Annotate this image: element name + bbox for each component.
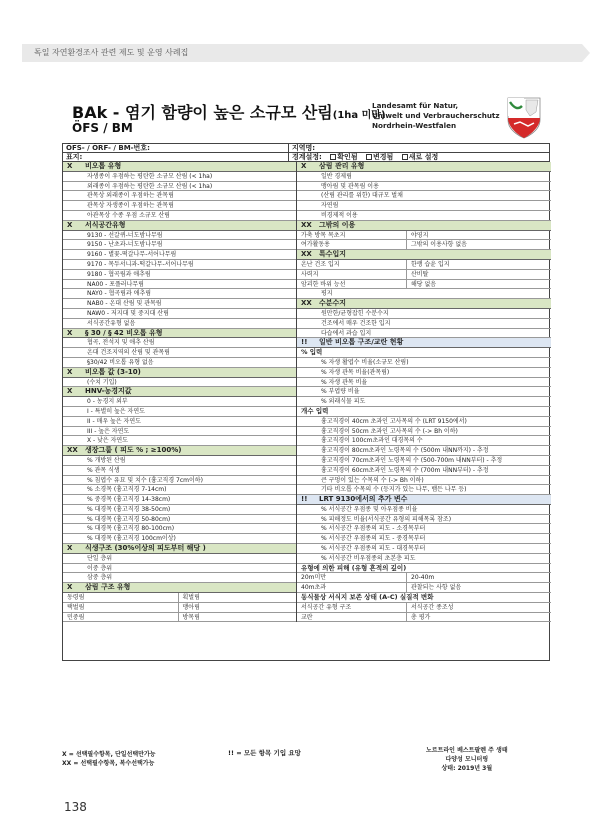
option-label: 원만한/균형잡힌 수분수지 bbox=[321, 309, 389, 317]
subsection-label bbox=[297, 407, 551, 417]
section-header bbox=[63, 221, 296, 231]
option-label: % 자생 관목 비율 bbox=[321, 378, 368, 386]
form-option[interactable]: 맹아림 bbox=[182, 603, 200, 611]
form-option[interactable] bbox=[63, 172, 296, 182]
option-label: % 부엽량 비율 bbox=[321, 388, 360, 396]
form-option[interactable] bbox=[63, 524, 296, 534]
option-label: 이중 층위 bbox=[87, 564, 113, 572]
form-option[interactable]: 가축 방목 목초지 bbox=[297, 231, 407, 240]
section-label: 수분수지 bbox=[319, 299, 347, 308]
section-marker: X bbox=[67, 583, 73, 592]
option-label: 큰 구멍이 있는 수목의 수 (-> Bh 이하) bbox=[321, 476, 424, 484]
subsection-label bbox=[297, 593, 551, 603]
form-option[interactable]: 서식공간 종조성 bbox=[411, 603, 454, 611]
section-header bbox=[63, 544, 296, 554]
option-label: NAB0 - 온대 산림 및 관목림 bbox=[87, 300, 162, 308]
agency-line: Nordrhein-Westfalen bbox=[372, 121, 457, 130]
option-label: §30/42 비오톱 유형 없음 bbox=[87, 358, 154, 366]
option-label: % 대경목 (흉고직경 100cm이상) bbox=[87, 535, 176, 543]
option-label: NA00 - 포플러나무림 bbox=[87, 280, 144, 288]
section-label: § 30 / § 42 비오톱 유형 bbox=[85, 328, 163, 337]
form-option[interactable]: 암괴한 바위 능선 bbox=[297, 280, 407, 289]
section-header bbox=[63, 368, 296, 378]
option-label: 0 - 농경지 외부 bbox=[87, 398, 128, 406]
form-option[interactable]: 민중림 bbox=[63, 613, 179, 622]
option-label: 온대 건조지역의 산림 및 관목림 bbox=[87, 349, 170, 357]
form-option[interactable]: 동령림 bbox=[63, 593, 179, 602]
option-label: % 서식공간 우점종의 피도 - 대경목부터 bbox=[321, 545, 426, 553]
page-number: 138 bbox=[64, 800, 87, 814]
form-option[interactable] bbox=[297, 329, 551, 339]
option-label: % 대경목 (흉고직경 50-80cm) bbox=[87, 515, 171, 523]
option-label: I - 특별히 높은 자연도 bbox=[87, 407, 145, 415]
form-option[interactable] bbox=[63, 515, 296, 525]
changed-checkbox[interactable] bbox=[366, 154, 372, 160]
form-option[interactable] bbox=[63, 573, 296, 583]
form-option[interactable]: 그밖의 이용사항 없음 bbox=[411, 241, 467, 249]
option-label: 흉고직경이 40cm 초과인 고사목의 수 (LRT 9150에서) bbox=[321, 417, 467, 425]
option-label: % 대경목 (흉고직경 38-50cm) bbox=[87, 505, 171, 513]
subsection-label bbox=[297, 348, 551, 358]
form-row bbox=[297, 270, 551, 280]
option-label: 자생종이 우점하는 평탄한 소규모 산림 (< 1ha) bbox=[87, 172, 213, 180]
form-option[interactable] bbox=[63, 280, 296, 290]
option-label: 삼중 층위 bbox=[87, 574, 113, 582]
section-label: 생장그룹 ( 피도 % ; ≥100%) bbox=[85, 446, 182, 455]
form-option[interactable] bbox=[63, 554, 296, 564]
section-marker: X bbox=[67, 387, 73, 396]
form-option[interactable] bbox=[63, 417, 296, 427]
form-option[interactable] bbox=[63, 456, 296, 466]
option-label: 흉고직경이 50cm 초과인 고사목의 수 (-> Bh 이하) bbox=[321, 427, 458, 435]
form-option[interactable]: 관찰되는 사항 없음 bbox=[411, 584, 462, 592]
form-id-label: ÖFS- / ÖRF- / BM-번호: bbox=[63, 144, 289, 152]
form-option[interactable] bbox=[297, 515, 551, 525]
region-name-label: 지역명: bbox=[292, 144, 316, 152]
form-row bbox=[297, 603, 551, 613]
form-option[interactable] bbox=[297, 191, 551, 201]
form-subtitle: ÖFS / BM bbox=[72, 121, 133, 135]
form-option[interactable] bbox=[297, 544, 551, 554]
option-label: 흉고직경이 80cm초과인 노령목의 수 (500m 내NN까지) - 추정 bbox=[321, 447, 489, 455]
option-label: 평지 bbox=[321, 290, 333, 298]
section-header bbox=[297, 495, 551, 505]
section-label: 식생구조 (30%이상의 피도부터 해당 ) bbox=[85, 544, 206, 553]
form-option[interactable] bbox=[63, 240, 296, 250]
form-row bbox=[63, 603, 296, 613]
option-label: 일반 경제림 bbox=[321, 172, 352, 180]
form-option[interactable] bbox=[297, 524, 551, 534]
section-marker: X bbox=[67, 328, 73, 337]
form-option[interactable] bbox=[297, 309, 551, 319]
form-option[interactable]: 획벌림 bbox=[182, 594, 200, 602]
section-header bbox=[63, 583, 296, 593]
form-option[interactable]: 사력지 bbox=[297, 270, 407, 279]
form-option[interactable] bbox=[63, 476, 296, 486]
option-label: 관목상 자생종이 우점하는 관목림 bbox=[87, 202, 174, 210]
form-option[interactable] bbox=[297, 201, 551, 211]
option-label: % 개방된 산림 bbox=[87, 456, 126, 464]
survey-form bbox=[62, 143, 550, 661]
section-label: 서식공간유형 bbox=[85, 220, 126, 229]
form-option[interactable] bbox=[63, 534, 296, 544]
form-option[interactable] bbox=[297, 417, 551, 427]
option-label: 9180 - 협곡림과 애추림 bbox=[87, 270, 151, 278]
form-option[interactable] bbox=[297, 485, 551, 495]
section-header bbox=[63, 329, 296, 339]
option-label: II - 매우 높은 자연도 bbox=[87, 417, 141, 425]
option-label: NAW0 - 저지대 및 중지대 산림 bbox=[87, 309, 169, 317]
boundary-setting bbox=[289, 153, 438, 161]
option-label: % 소경목 (흉고직경 7-14cm) bbox=[87, 486, 167, 494]
form-option[interactable]: 한랭 습윤 입지 bbox=[411, 260, 450, 268]
section-marker: XX bbox=[301, 250, 312, 259]
form-option[interactable] bbox=[63, 348, 296, 358]
form-option[interactable] bbox=[63, 397, 296, 407]
form-option[interactable] bbox=[297, 182, 551, 192]
form-option[interactable] bbox=[63, 358, 296, 368]
form-option[interactable] bbox=[63, 319, 296, 329]
changed-label: 변경됨 bbox=[373, 153, 394, 161]
section-marker: XX bbox=[67, 446, 78, 455]
form-option[interactable] bbox=[63, 427, 296, 437]
form-row bbox=[63, 593, 296, 603]
option-label: 9160 - 별꽃-떡갈나무-서어나무림 bbox=[87, 251, 177, 259]
form-option[interactable]: 산비탈 bbox=[411, 270, 429, 278]
required-note: !! = 모든 항목 기입 요망 bbox=[228, 749, 301, 757]
section-header bbox=[63, 446, 296, 456]
form-option[interactable] bbox=[297, 476, 551, 486]
option-label: 유형에 의한 피해 (유형 흔적의 깊이) bbox=[301, 563, 407, 572]
form-row bbox=[297, 280, 551, 290]
label-field: 표지: bbox=[63, 153, 289, 161]
form-option[interactable]: 여가활동용 bbox=[297, 240, 407, 249]
section-label: 일반 비오톱 구조/교란 현황 bbox=[319, 338, 404, 347]
section-header bbox=[297, 221, 551, 231]
form-option[interactable]: 방목림 bbox=[182, 613, 200, 621]
status-line: 노르트라인 베스트팔렌 주 생태 bbox=[426, 747, 508, 754]
form-row bbox=[297, 613, 551, 623]
section-marker: X bbox=[67, 367, 73, 376]
form-option[interactable] bbox=[297, 505, 551, 515]
form-option[interactable] bbox=[297, 427, 551, 437]
option-label: % 입력 bbox=[301, 348, 323, 357]
section-label: 삼림 구조 유형 bbox=[85, 583, 131, 592]
section-header bbox=[63, 387, 296, 397]
section-header bbox=[297, 338, 551, 348]
option-label: % 피해정도 비율(서식공간 유형의 피해목록 참조) bbox=[321, 515, 452, 523]
form-label-row bbox=[63, 153, 549, 162]
form-option[interactable] bbox=[297, 446, 551, 456]
status-block bbox=[426, 746, 508, 773]
form-option[interactable] bbox=[63, 270, 296, 280]
form-option[interactable] bbox=[297, 358, 551, 368]
agency-line: Umwelt und Verbraucherschutz bbox=[372, 111, 500, 120]
form-option[interactable] bbox=[297, 172, 551, 182]
form-option[interactable] bbox=[297, 289, 551, 299]
form-option[interactable] bbox=[63, 466, 296, 476]
option-label: 흉고직경이 70cm초과인 노령목의 수 (500-700m 내NN부터) - 추정 bbox=[321, 456, 503, 464]
nrw-coat-of-arms-icon bbox=[506, 96, 542, 140]
form-option[interactable] bbox=[297, 397, 551, 407]
form-row bbox=[297, 583, 551, 593]
form-option[interactable] bbox=[297, 534, 551, 544]
option-label: 자연림 bbox=[321, 202, 339, 210]
section-header bbox=[297, 162, 551, 172]
option-label: % 관목 식생 bbox=[87, 466, 120, 474]
form-option[interactable] bbox=[63, 299, 296, 309]
option-label: 외래종이 우점하는 평탄한 소규모 산림 (< 1ha) bbox=[87, 182, 213, 190]
option-label: 9130 - 선갈퀴-너도밤나무림 bbox=[87, 231, 163, 239]
left-column bbox=[63, 162, 297, 622]
section-marker: X bbox=[67, 220, 73, 229]
form-option[interactable] bbox=[63, 211, 296, 221]
option-label: 건조에서 매우 건조한 입지 bbox=[321, 319, 391, 327]
form-option[interactable] bbox=[63, 378, 296, 388]
form-option[interactable] bbox=[297, 387, 551, 397]
page-header-text: 독일 자연환경조사 관련 제도 및 운영 사례집 bbox=[34, 48, 189, 57]
section-header bbox=[297, 299, 551, 309]
right-column bbox=[297, 162, 551, 622]
section-marker: X bbox=[301, 162, 307, 170]
option-label: 흉고직경이 100cm초과인 대경목의 수 bbox=[321, 437, 423, 445]
form-row bbox=[297, 573, 551, 583]
form-option[interactable] bbox=[63, 260, 296, 270]
option-label: 서식공간유형 없음 bbox=[87, 319, 136, 327]
form-option[interactable] bbox=[297, 368, 551, 378]
form-option[interactable]: 택벌림 bbox=[63, 603, 179, 612]
form-option[interactable] bbox=[63, 182, 296, 192]
form-row bbox=[63, 613, 296, 623]
option-label: 맹아림 및 관목림 이용 bbox=[321, 182, 379, 190]
option-label: 단일 층위 bbox=[87, 554, 113, 562]
form-title-suffix: (1ha 미만) bbox=[332, 110, 386, 121]
form-option[interactable] bbox=[63, 250, 296, 260]
form-option[interactable]: 20-40m bbox=[411, 574, 435, 582]
form-option[interactable] bbox=[63, 231, 296, 241]
section-label: 삼림 관리 유형 bbox=[319, 162, 365, 170]
option-label: 9150 - 난초과-너도밤나무림 bbox=[87, 241, 163, 249]
section-marker: XX bbox=[301, 299, 312, 308]
form-option[interactable]: 야영지 bbox=[411, 231, 429, 239]
option-label: III - 높은 자연도 bbox=[87, 427, 130, 435]
legend bbox=[62, 750, 156, 768]
form-option[interactable]: 20m미만 bbox=[297, 573, 407, 582]
option-label: (수치 기입) bbox=[87, 378, 117, 386]
option-label: X - 낮은 자연도 bbox=[87, 437, 128, 445]
option-label: 기타 비오톱 수목의 수 (등지가 있는 나무, 뱀든 나무 등) bbox=[321, 486, 467, 494]
new-setting-checkbox[interactable] bbox=[402, 154, 408, 160]
section-label: LRT 9130에서의 추가 변수 bbox=[319, 495, 408, 504]
form-title-main: BAk - 염기 함량이 높은 소규모 산림 bbox=[72, 103, 333, 122]
section-marker: X bbox=[67, 162, 73, 170]
form-option[interactable] bbox=[63, 407, 296, 417]
option-label: 아관목상 수종 우점 소규모 산림 bbox=[87, 211, 170, 219]
option-label: 비경제적 이용 bbox=[321, 211, 358, 219]
form-row bbox=[297, 240, 551, 250]
legend-line: X = 선택필수항목, 단일선택만가능 bbox=[62, 751, 156, 758]
form-row bbox=[297, 231, 551, 241]
form-option[interactable]: 40m초과 bbox=[297, 583, 407, 592]
form-option[interactable] bbox=[63, 309, 296, 319]
confirmed-checkbox[interactable] bbox=[330, 154, 336, 160]
form-option[interactable] bbox=[297, 319, 551, 329]
form-option[interactable] bbox=[63, 505, 296, 515]
option-label: % 서식공간 우점종의 피도 - 중경목부터 bbox=[321, 535, 426, 543]
option-label: 동식물상 서식지 보존 상태 (A-C) 실질적 변화 bbox=[301, 593, 434, 602]
form-option[interactable] bbox=[63, 289, 296, 299]
legend-line: XX = 선택필수항목, 복수선택가능 bbox=[62, 760, 155, 767]
page-header bbox=[22, 44, 582, 62]
option-label: % 침엽수 유묘 및 치수 (흉고직경 7cm이하) bbox=[87, 476, 203, 484]
option-label: % 서식공간 우점종 및 아우점종 비율 bbox=[321, 505, 418, 513]
option-label: 개수 입력 bbox=[301, 406, 329, 415]
form-option[interactable] bbox=[63, 564, 296, 574]
section-label: 그밖의 이용 bbox=[319, 220, 356, 229]
new-setting-label: 새로 설정 bbox=[408, 153, 439, 161]
form-option[interactable]: 해당 없음 bbox=[411, 280, 437, 288]
form-option[interactable]: 총 평가 bbox=[411, 613, 431, 621]
form-option[interactable] bbox=[297, 456, 551, 466]
form-option[interactable]: 교란 bbox=[297, 613, 407, 622]
form-option[interactable]: 서식공간 유형 구조 bbox=[297, 603, 407, 612]
form-option[interactable] bbox=[297, 378, 551, 388]
form-option[interactable] bbox=[63, 436, 296, 446]
option-label: % 자생 활엽수 비율(소규모 산림) bbox=[321, 358, 409, 366]
option-label: 다습에서 과습 입지 bbox=[321, 329, 372, 337]
option-label: NAY0 - 협곡림과 애추림 bbox=[87, 290, 152, 298]
confirmed-label: 확인됨 bbox=[337, 153, 358, 161]
option-label: 협곡, 전석지 및 애추 산림 bbox=[87, 339, 155, 347]
form-option[interactable] bbox=[297, 436, 551, 446]
option-label: % 외래식물 피도 bbox=[321, 398, 366, 406]
form-option[interactable] bbox=[63, 201, 296, 211]
section-marker: !! bbox=[301, 338, 308, 347]
form-option[interactable]: 온난 건조 입지 bbox=[297, 260, 407, 269]
form-id-row bbox=[63, 144, 549, 153]
agency-line: Landesamt für Natur, bbox=[372, 101, 459, 110]
form-columns bbox=[63, 162, 549, 622]
option-label: 관목상 외래종이 우점하는 관목림 bbox=[87, 192, 174, 200]
option-label: % 대경목 (흉고직경 80-100cm) bbox=[87, 525, 175, 533]
option-label: % 서식공간 우점종의 피도 - 소경목부터 bbox=[321, 525, 426, 533]
form-option[interactable] bbox=[297, 211, 551, 221]
section-label: 특수입지 bbox=[319, 250, 347, 259]
boundary-setting-label: 경계설정: bbox=[292, 153, 322, 161]
option-label: 흉고직경이 60cm초과인 노령목의 수 (700m 내NN부터) - 추정 bbox=[321, 466, 489, 474]
form-option[interactable] bbox=[63, 495, 296, 505]
header-tab bbox=[582, 44, 590, 62]
form-row bbox=[297, 260, 551, 270]
status-line: 상태: 2019년 3월 bbox=[441, 765, 493, 772]
subsection-label bbox=[297, 564, 551, 574]
form-title bbox=[72, 100, 386, 123]
section-marker: XX bbox=[301, 220, 312, 229]
form-option[interactable] bbox=[63, 191, 296, 201]
form-option[interactable] bbox=[297, 466, 551, 476]
option-label: % 서식공간 비우점종의 초본층 피도 bbox=[321, 554, 416, 562]
option-label: (산림 관리를 위한) 대규모 벌채 bbox=[321, 192, 403, 200]
agency-name bbox=[372, 101, 500, 131]
section-header bbox=[297, 250, 551, 260]
section-label: HNV-농경지값 bbox=[85, 387, 132, 396]
section-label: 비오톱 값 (3-10) bbox=[85, 367, 141, 376]
section-marker: X bbox=[67, 544, 73, 553]
section-header bbox=[63, 162, 296, 172]
form-option[interactable] bbox=[63, 338, 296, 348]
form-option[interactable] bbox=[297, 554, 551, 564]
form-option[interactable] bbox=[63, 485, 296, 495]
status-line: 다양성 모니터링 bbox=[445, 756, 489, 763]
option-label: 9170 - 목두서니과-떡갈나무-서어나무림 bbox=[87, 260, 194, 268]
option-label: % 자생 관목 비율(관목림) bbox=[321, 368, 390, 376]
option-label: % 중경목 (흉고직경 14-38cm) bbox=[87, 496, 171, 504]
section-label: 비오톱 유형 bbox=[85, 162, 122, 170]
section-marker: !! bbox=[301, 495, 308, 504]
